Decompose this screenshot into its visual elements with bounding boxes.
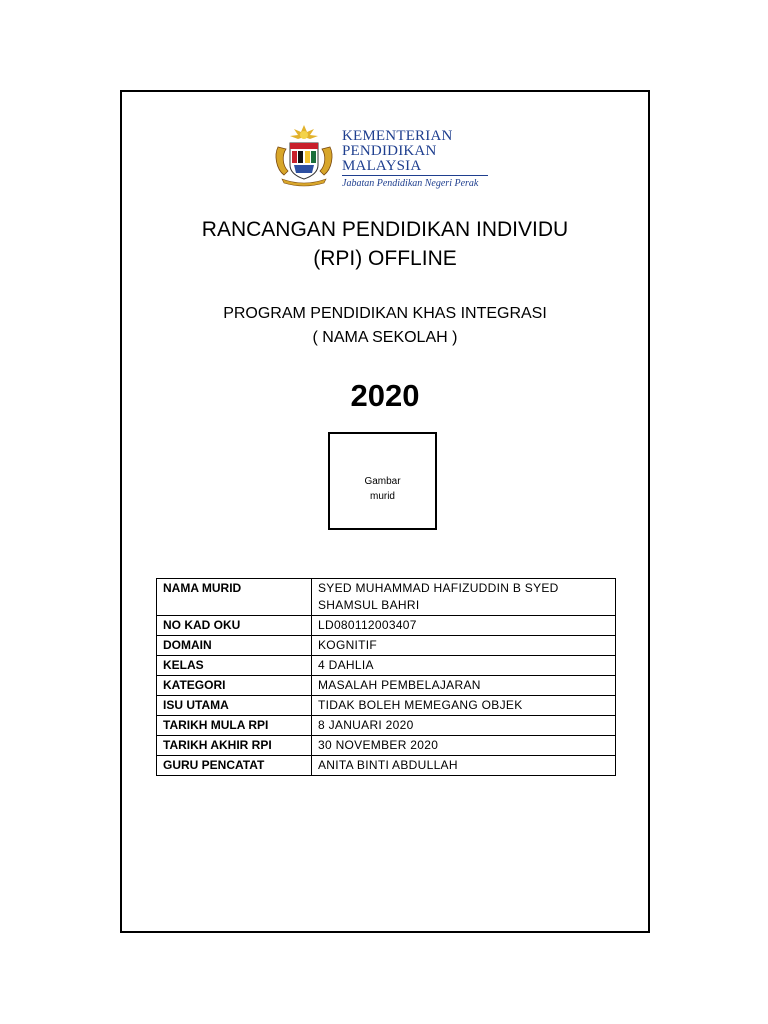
table-row — [157, 756, 616, 776]
table-row — [157, 579, 616, 616]
row-label: TARIKH AKHIR RPI — [157, 736, 312, 756]
row-label: ISU UTAMA — [157, 696, 312, 716]
coat-of-arms-icon — [272, 123, 336, 189]
row-value: 30 NOVEMBER 2020 — [312, 736, 616, 756]
row-label: NO KAD OKU — [157, 616, 312, 636]
document-title-line-1: RANCANGAN PENDIDIKAN INDIVIDU — [201, 218, 569, 241]
row-value: TIDAK BOLEH MEMEGANG OBJEK — [312, 696, 616, 716]
row-label: KELAS — [157, 656, 312, 676]
department-name: Jabatan Pendidikan Negeri Perak — [342, 178, 479, 189]
ministry-name — [342, 129, 453, 174]
row-label: NAMA MURID — [157, 579, 312, 616]
row-value: LD080112003407 — [312, 616, 616, 636]
document-year: 2020 — [350, 378, 420, 413]
student-info-table — [156, 578, 616, 776]
table-row — [157, 736, 616, 756]
table-row — [157, 696, 616, 716]
table-row — [157, 656, 616, 676]
table-row — [157, 636, 616, 656]
table-row — [157, 716, 616, 736]
row-label: GURU PENCATAT — [157, 756, 312, 776]
row-value: 8 JANUARI 2020 — [312, 716, 616, 736]
ministry-logo — [272, 123, 492, 191]
ministry-line-2: PENDIDIKAN — [342, 143, 437, 159]
document-title-line-2: (RPI) OFFLINE — [313, 247, 457, 270]
row-value: KOGNITIF — [312, 636, 616, 656]
photo-caption-line-2: murid — [369, 491, 395, 502]
student-photo-placeholder — [328, 432, 437, 530]
row-label: DOMAIN — [157, 636, 312, 656]
row-value: MASALAH PEMBELAJARAN — [312, 676, 616, 696]
program-name: PROGRAM PENDIDIKAN KHAS INTEGRASI — [223, 305, 547, 322]
ministry-line-1: KEMENTERIAN — [342, 128, 453, 144]
ministry-line-3: MALAYSIA — [342, 158, 422, 174]
table-row — [157, 616, 616, 636]
row-value: 4 DAHLIA — [312, 656, 616, 676]
logo-divider — [342, 175, 488, 176]
row-label: TARIKH MULA RPI — [157, 716, 312, 736]
school-name: ( NAMA SEKOLAH ) — [312, 329, 458, 346]
row-value: SYED MUHAMMAD HAFIZUDDIN B SYED SHAMSUL BAHRI — [312, 579, 616, 616]
photo-caption-line-1: Gambar — [364, 476, 401, 487]
row-value: ANITA BINTI ABDULLAH — [312, 756, 616, 776]
row-label: KATEGORI — [157, 676, 312, 696]
table-row — [157, 676, 616, 696]
